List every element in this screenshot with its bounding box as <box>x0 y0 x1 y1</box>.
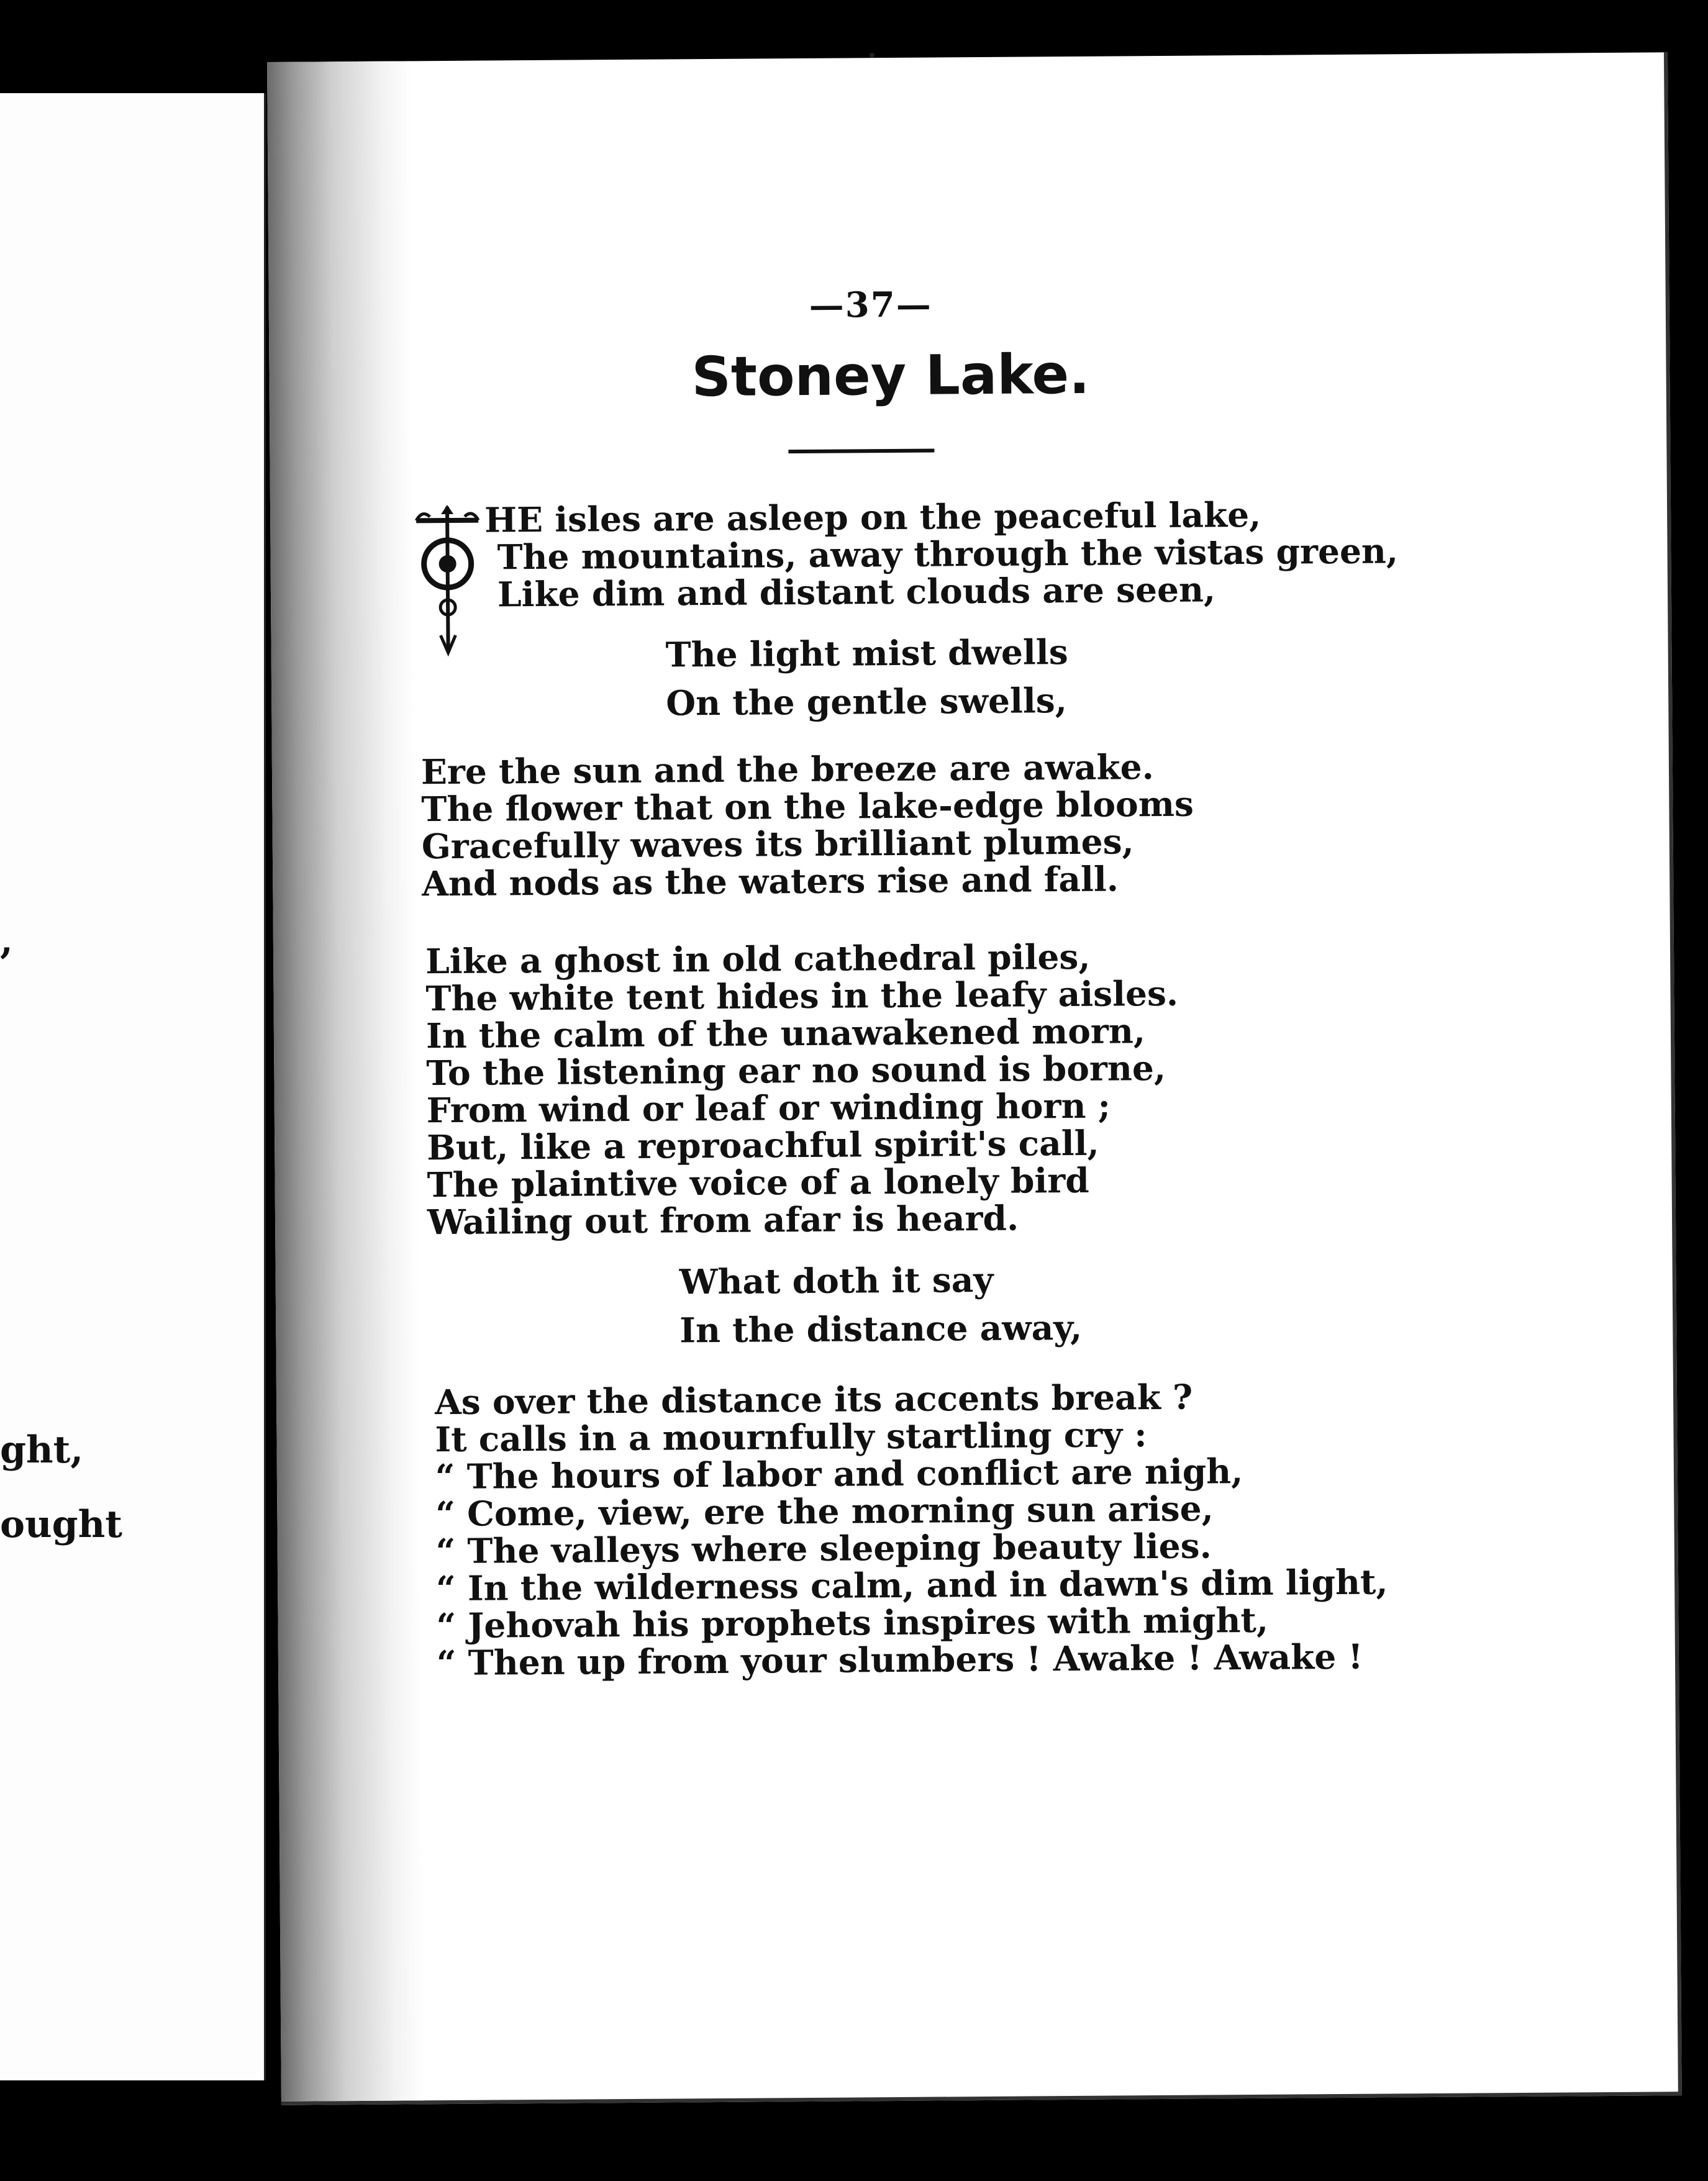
poem-line: “ Come, view, ere the morning sun arise, <box>435 1488 1214 1535</box>
left-page-fragment: ght, <box>0 1428 84 1472</box>
poem-line: The mountains, away through the vistas green, <box>497 530 1399 578</box>
page-gutter-shadow <box>267 61 424 2102</box>
left-page-fragment: , <box>0 919 13 963</box>
ink-speck <box>870 53 874 58</box>
stanza-4 <box>435 1377 1389 1682</box>
refrain-1 <box>665 628 1068 728</box>
poem-line: From wind or leaf or winding horn ; <box>426 1085 1111 1131</box>
poem-title: Stoney Lake. <box>691 342 1090 409</box>
poem-line: Gracefully waves its brilliant plumes, <box>421 821 1134 867</box>
poem-line: The white tent hides in the leafy aisles. <box>425 973 1179 1019</box>
right-page <box>267 52 1682 2105</box>
poem-line: On the gentle swells, <box>665 680 1068 723</box>
poem-line: The flower that on the lake-edge blooms <box>421 783 1194 830</box>
stanza-1 <box>484 495 1399 613</box>
poem-line: HE isles are asleep on the peaceful lake, <box>484 494 1261 540</box>
poem-line: But, like a reproachful spirit's call, <box>426 1122 1099 1168</box>
poem-line: “ The hours of labor and conflict are nigh, <box>435 1451 1243 1497</box>
poem-line: As over the distance its accents break ? <box>434 1376 1193 1423</box>
left-page <box>0 93 266 2080</box>
poem-line: “ Then up from your slumbers ! Awake ! Awake ! <box>436 1636 1363 1684</box>
poem-line: “ Jehovah his prophets inspires with might, <box>436 1599 1269 1646</box>
left-page-fragment: ought <box>0 1503 122 1546</box>
poem-line: To the listening ear no sound is borne, <box>426 1047 1166 1094</box>
poem-line: “ The valleys where sleeping beauty lies. <box>435 1525 1212 1572</box>
poem-line: The light mist dwells <box>665 632 1068 675</box>
poem-line: The plaintive voice of a lonely bird <box>427 1159 1089 1205</box>
page-number: —37— <box>809 284 932 326</box>
poem-line: It calls in a mournfully startling cry : <box>435 1414 1147 1460</box>
poem-line: In the distance away, <box>679 1307 1083 1351</box>
stanza-3 <box>425 938 1180 1241</box>
drop-cap-ornament <box>410 502 486 658</box>
poem-line: What doth it say <box>679 1259 994 1302</box>
poem-line: Ere the sun and the breeze are awake. <box>420 746 1155 792</box>
poem-line: “ In the wilderness calm, and in dawn's dim light, <box>435 1561 1388 1609</box>
refrain-2 <box>679 1255 1082 1355</box>
poem-line: Like a ghost in old cathedral piles, <box>425 936 1091 982</box>
stanza-2 <box>421 748 1194 903</box>
poem-line: Wailing out from afar is heard. <box>427 1197 1019 1243</box>
poem-line: In the calm of the unawakened morn, <box>425 1010 1146 1056</box>
title-divider <box>788 449 934 454</box>
poem-line: Like dim and distant clouds are seen, <box>497 569 1216 615</box>
poem-line: And nods as the waters rise and fall. <box>422 858 1119 904</box>
